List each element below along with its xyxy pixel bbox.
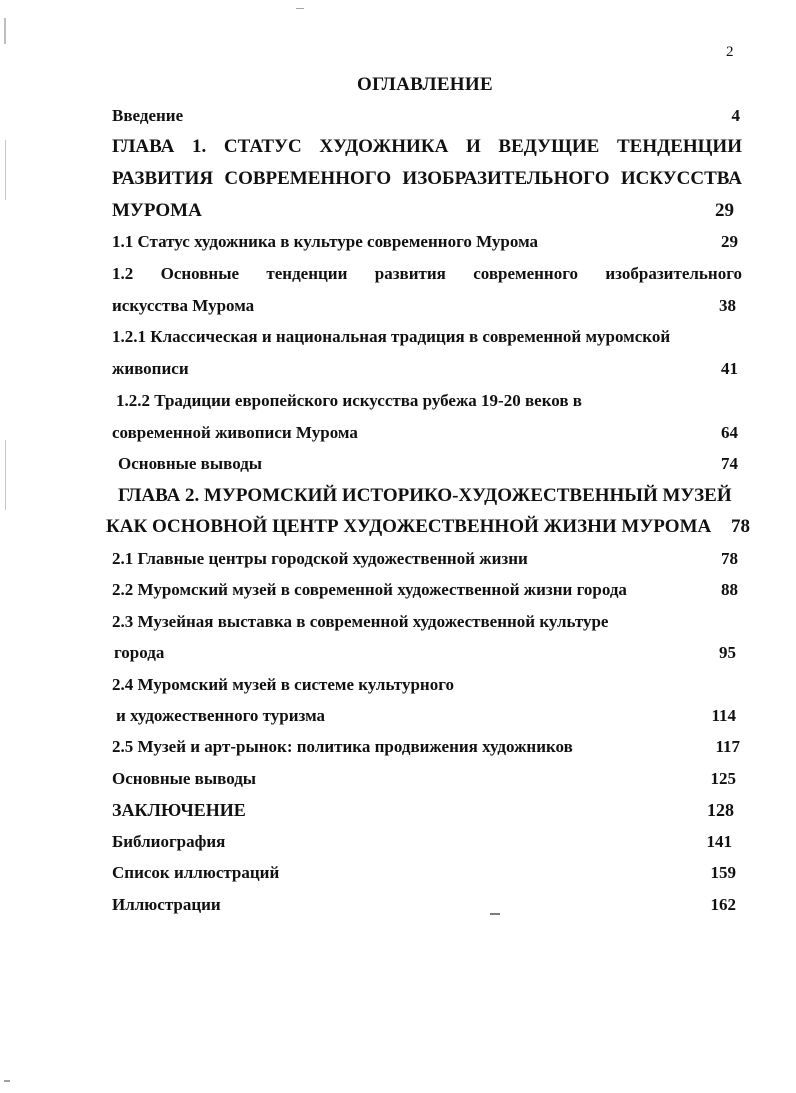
- toc-entry-text: ГЛАВА 2. МУРОМСКИЙ ИСТОРИКО-ХУДОЖЕСТВЕННЫЙ МУЗЕЙ: [118, 485, 732, 506]
- toc-entry-text: 2.5 Музей и арт-рынок: политика продвижения художников: [112, 737, 573, 756]
- toc-entry-list-of-illustrations[interactable]: [112, 860, 742, 886]
- toc-entry-text: Список иллюстраций: [112, 863, 280, 882]
- toc-entry-page: 41: [721, 359, 738, 378]
- toc-entry-chapter-2-line-1[interactable]: [112, 483, 742, 509]
- toc-entry-1-2-line-1[interactable]: [112, 261, 742, 287]
- toc-entry-page: 114: [711, 706, 736, 725]
- toc-entry-text: КАК ОСНОВНОЙ ЦЕНТР ХУДОЖЕСТВЕННОЙ ЖИЗНИ МУРОМА: [106, 516, 712, 537]
- toc-entry-text: Иллюстрации: [112, 895, 221, 914]
- toc-entry-chapter-2-line-2[interactable]: [106, 514, 750, 540]
- toc-entry-page: 162: [710, 895, 736, 914]
- toc-entry-2-2[interactable]: [112, 577, 742, 603]
- toc-entry-1-2-line-2[interactable]: [112, 293, 742, 319]
- toc-entry-page: 125: [710, 769, 736, 788]
- toc-entry-page: 29: [721, 232, 738, 251]
- toc-entry-1-2-1-line-1[interactable]: [112, 324, 742, 350]
- toc-entry-page: 64: [721, 423, 738, 442]
- toc-entry-page: 78: [721, 549, 738, 568]
- toc-entry-text: живописи: [112, 359, 189, 378]
- toc-entry-introduction[interactable]: [112, 103, 742, 129]
- toc-entry-text: ЗАКЛЮЧЕНИЕ: [112, 800, 246, 820]
- toc-entry-text: города: [114, 643, 165, 662]
- page-title: ОГЛАВЛЕНИЕ: [357, 74, 493, 95]
- toc-entry-1-1[interactable]: [112, 229, 742, 255]
- toc-entry-conclusions-2[interactable]: [112, 766, 742, 792]
- toc-entry-page: 4: [731, 106, 740, 125]
- toc-entry-2-4-line-1[interactable]: [112, 672, 742, 698]
- toc-entry-text: 2.3 Музейная выставка в современной художественной культуре: [112, 612, 609, 631]
- toc-entry-page: 95: [719, 643, 736, 662]
- toc-entry-text: РАЗВИТИЯ СОВРЕМЕННОГО ИЗОБРАЗИТЕЛЬНОГО ИСКУССТВА: [112, 168, 742, 189]
- toc-entry-page: 88: [721, 580, 738, 599]
- toc-entry-page: 117: [715, 737, 740, 756]
- toc-entry-text: Библиография: [112, 832, 226, 851]
- toc-entry-page: 78: [731, 516, 750, 537]
- scan-artifact: [5, 140, 6, 200]
- scan-artifact: [4, 18, 6, 44]
- toc-entry-1-2-1-line-2[interactable]: [112, 356, 742, 382]
- toc-entry-text: 2.1 Главные центры городской художественной жизни: [112, 549, 528, 568]
- toc-entry-2-1[interactable]: [112, 546, 742, 572]
- toc-entry-text: Основные выводы: [118, 454, 263, 473]
- toc-entry-chapter-1-line-2[interactable]: [112, 166, 742, 192]
- toc-entry-1-2-2-line-2[interactable]: [112, 420, 742, 446]
- toc-entry-page: 159: [710, 863, 736, 882]
- toc-entry-chapter-1-line-3[interactable]: [112, 198, 742, 224]
- toc-entry-2-4-line-2[interactable]: [112, 703, 742, 729]
- toc-entry-text: 1.2.2 Традиции европейского искусства рубежа 19-20 веков в: [116, 391, 582, 410]
- scan-artifact: [5, 440, 6, 510]
- toc-entry-2-3-line-2[interactable]: [112, 640, 742, 666]
- scan-artifact: [490, 913, 500, 915]
- toc-entry-text: Введение: [112, 106, 184, 125]
- toc-entry-text: 1.2 Основные тенденции развития современного изобразительного: [112, 264, 742, 283]
- toc-entry-text: 2.2 Муромский музей в современной художественной жизни города: [112, 580, 627, 599]
- toc-entry-chapter-1-line-1[interactable]: [112, 134, 742, 160]
- scan-artifact: [4, 1080, 10, 1082]
- toc-entry-text: 1.2.1 Классическая и национальная традиция в современной муромской: [112, 327, 671, 346]
- toc-entry-text: ГЛАВА 1. СТАТУС ХУДОЖНИКА И ВЕДУЩИЕ ТЕНДЕНЦИИ: [112, 136, 742, 157]
- toc-entry-text: искусства Мурома: [112, 296, 255, 315]
- toc-entry-conclusion[interactable]: [112, 797, 742, 823]
- toc-entry-1-2-2-line-1[interactable]: [116, 388, 746, 414]
- toc-entry-text: и художественного туризма: [116, 706, 326, 725]
- page-number: 2: [726, 44, 734, 60]
- toc-entry-page: 128: [707, 800, 734, 820]
- toc-entry-page: 29: [715, 200, 734, 221]
- toc-entry-text: 1.1 Статус художника в культуре современного Мурома: [112, 232, 539, 251]
- toc-entry-page: 38: [719, 296, 736, 315]
- toc-entry-2-5[interactable]: [112, 734, 742, 760]
- toc-entry-text: МУРОМА: [112, 200, 202, 221]
- toc-entry-illustrations[interactable]: [112, 892, 742, 918]
- scan-artifact: [296, 8, 304, 9]
- toc-entry-text: 2.4 Муромский музей в системе культурного: [112, 675, 454, 694]
- toc-entry-page: 141: [706, 832, 732, 851]
- toc-entry-text: Основные выводы: [112, 769, 257, 788]
- toc-entry-text: современной живописи Мурома: [112, 423, 358, 442]
- toc-entry-conclusions-1[interactable]: [112, 451, 742, 477]
- toc-entry-2-3-line-1[interactable]: [112, 609, 742, 635]
- toc-entry-bibliography[interactable]: [112, 829, 742, 855]
- toc-entry-page: 74: [721, 454, 738, 473]
